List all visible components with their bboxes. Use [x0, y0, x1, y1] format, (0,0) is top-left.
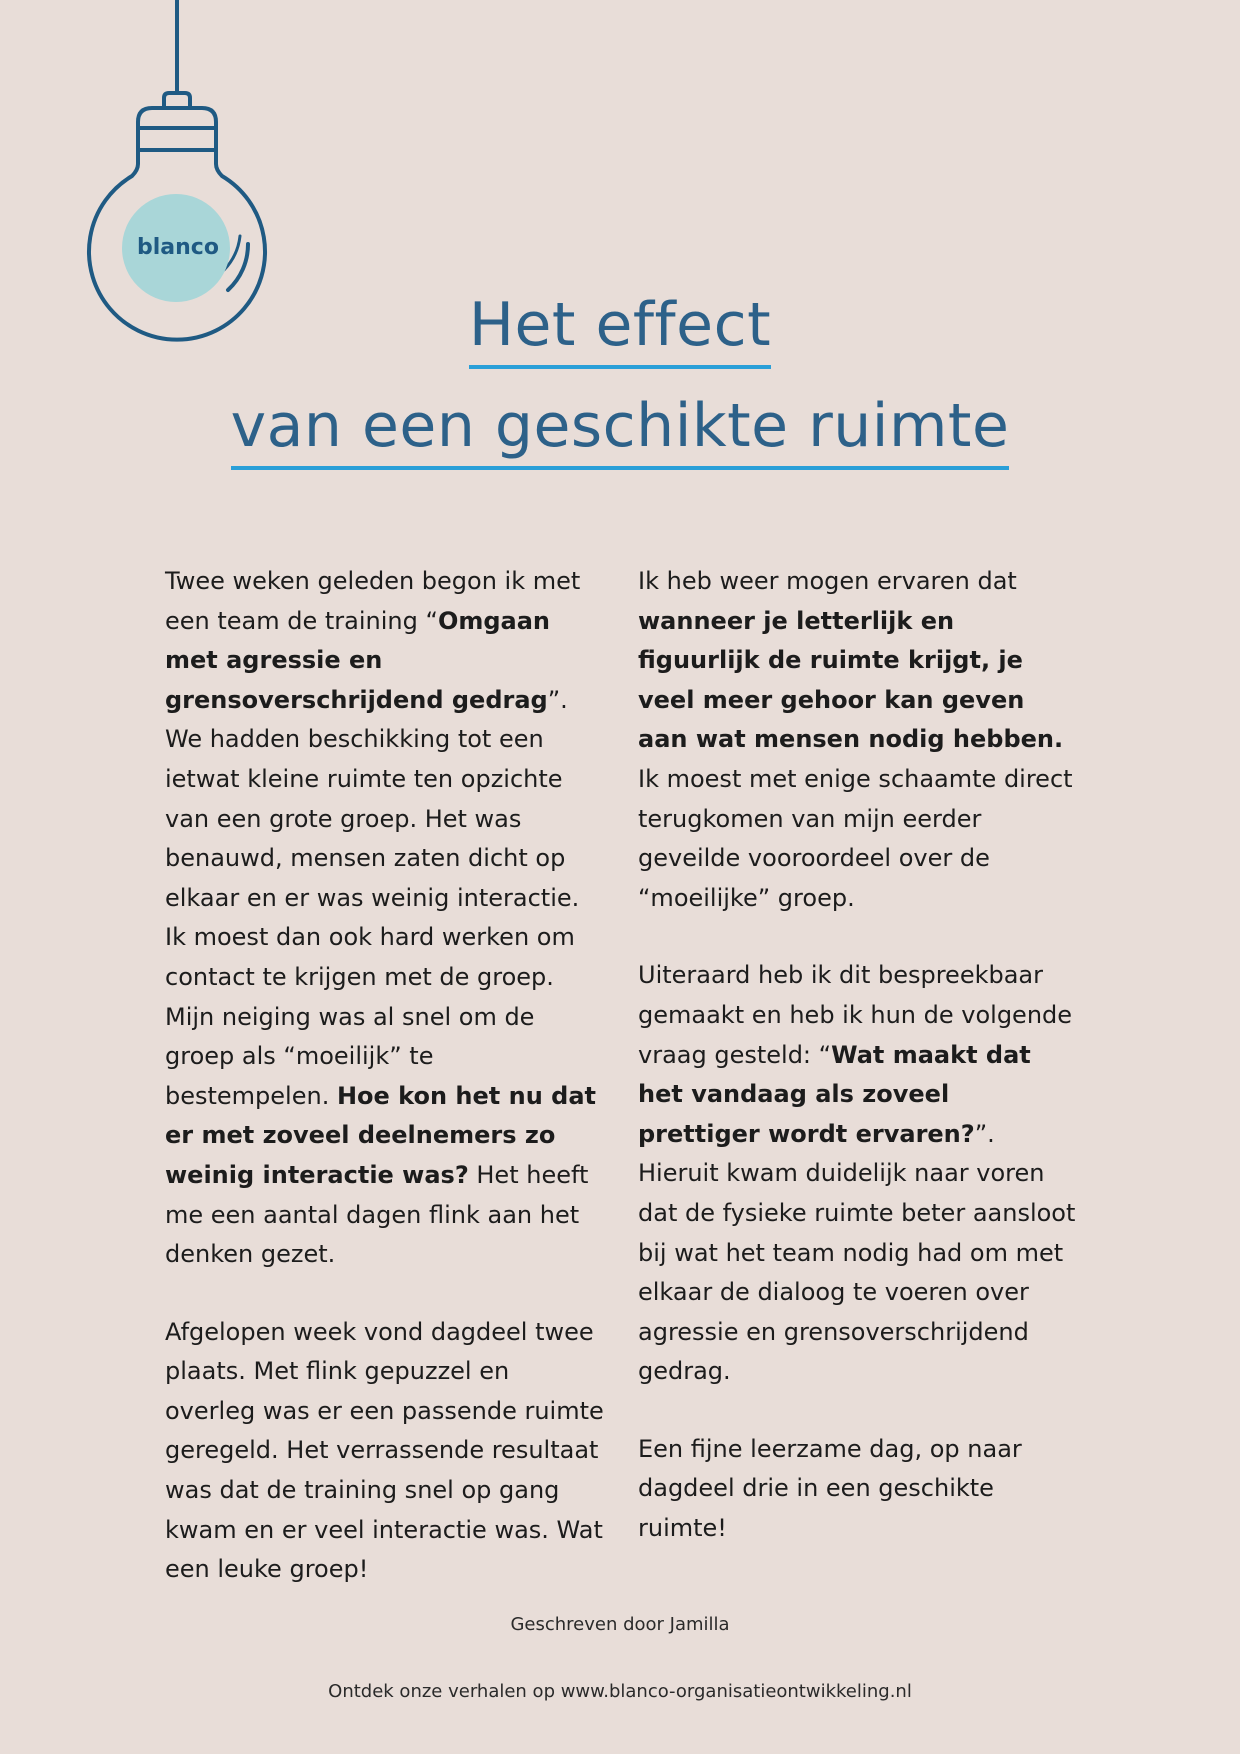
page-title: [0, 290, 1240, 470]
paragraph: Een fijne leerzame dag, op naar dagdeel drie in een geschikte ruimte!: [638, 1434, 1022, 1543]
title-line-1: Het effect: [469, 290, 771, 369]
footer-link-text: Ontdek onze verhalen op www.blanco-organisatieontwikkeling.nl: [328, 1681, 912, 1702]
paragraph: Twee weken geleden begon ik met een team de training “Omgaan met agressie en grensoverschrijdend gedrag”. We hadden beschikking tot een ietwat kleine ruimte ten opzichte van een grote groep. Het was benauwd, mensen zaten dicht op elkaar en er was weinig interactie. Ik moest dan ook hard werken om contact te krijgen met de groep. Mijn neiging was al snel om de groep als “moeilijk” te bestempelen. Hoe kon het nu dat er met zoveel deelnemers zo weinig interactie was? Het heeft me een aantal dagen flink aan het denken gezet.: [165, 567, 596, 1269]
paragraph: Uiteraard heb ik dit bespreekbaar gemaakt en heb ik hun de volgende vraag gesteld: “Wat maakt dat het vandaag als zoveel prettiger wordt ervaren?”. Hieruit kwam duidelijk naar voren dat de fysieke ruimte beter aansloot bij wat het team nodig had om met elkaar de dialoog te voeren over agressie en grensoverschrijdend gedrag.: [638, 961, 1076, 1386]
paragraph: Afgelopen week vond dagdeel twee plaats. Met flink gepuzzel en overleg was er een passende ruimte geregeld. Het verrassende resultaat was dat de training snel op gang kwam en er veel interactie was. Wat een leuke groep!: [165, 1317, 604, 1584]
title-line-2: van een geschikte ruimte: [231, 391, 1010, 470]
byline: Geschreven door Jamilla: [510, 1614, 730, 1635]
logo-wordmark: blanco: [137, 235, 219, 260]
right-column: [638, 562, 1078, 1587]
paragraph: Ik heb weer mogen ervaren dat wanneer je letterlijk en figuurlijk de ruimte krijgt, je veel meer gehoor kan geven aan wat mensen nodig hebben. Ik moest met enige schaamte direct terugkomen van mijn eerder geveilde vooroordeel over de “moeilijke” groep.: [638, 567, 1073, 912]
left-column: [165, 562, 605, 1628]
